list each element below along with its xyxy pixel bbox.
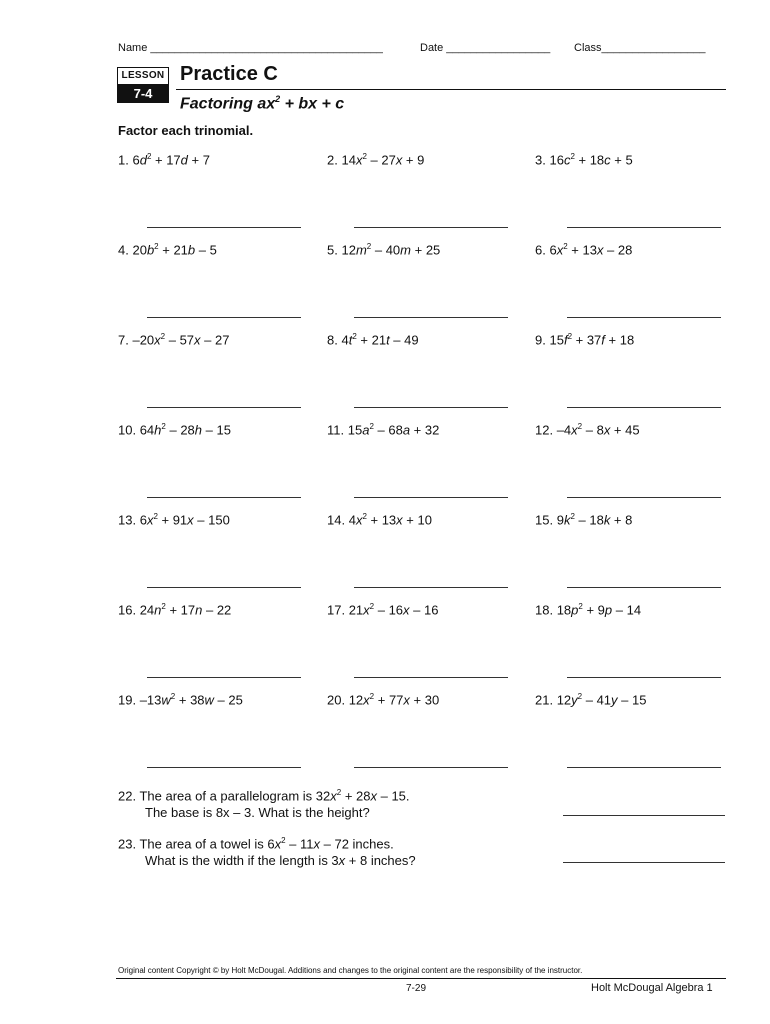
answer-blank-19[interactable] xyxy=(147,767,301,768)
class-field[interactable]: Class_________________ xyxy=(574,42,706,54)
answer-blank-13[interactable] xyxy=(147,587,301,588)
page-title: Practice C xyxy=(180,63,278,85)
answer-blank-7[interactable] xyxy=(147,407,301,408)
answer-blank-5[interactable] xyxy=(354,317,508,318)
date-field[interactable]: Date _________________ xyxy=(420,42,551,54)
lesson-number: 7-4 xyxy=(117,84,169,103)
problem-5: 5. $12m^2 - 40m + 25$ xyxy=(327,242,441,258)
problem-17: 17. $21x^2 - 16x - 16$ xyxy=(327,602,439,618)
answer-blank-10[interactable] xyxy=(147,497,301,498)
answer-blank-17[interactable] xyxy=(354,677,508,678)
problem-16: 16. $24n^2 + 17n - 22$ xyxy=(118,602,232,618)
lesson-badge xyxy=(117,67,169,105)
problem-7: 7. $-20x^2 - 57x - 27$ xyxy=(118,332,230,348)
problem-14: 14. $4x^2 + 13x + 10$ xyxy=(327,512,432,528)
answer-blank-12[interactable] xyxy=(567,497,721,498)
problem-20: 20. $12x^2 + 77x + 30$ xyxy=(327,692,440,708)
answer-blank-18[interactable] xyxy=(567,677,721,678)
name-field[interactable]: Name ______________________________________ xyxy=(118,42,383,54)
answer-blank-14[interactable] xyxy=(354,587,508,588)
answer-blank-16[interactable] xyxy=(147,677,301,678)
answer-blank-2[interactable] xyxy=(354,227,508,228)
problem-8: 8. $4t^2 + 21t - 49$ xyxy=(327,332,419,348)
answer-blank-6[interactable] xyxy=(567,317,721,318)
problem-12: 12. $-4x^2 - 8x + 45$ xyxy=(535,422,640,438)
page-number: 7-29 xyxy=(406,983,427,994)
problem-3: 3. $16c^2 + 18c + 5$ xyxy=(535,152,633,168)
problem-4: 4. $20b^2 + 21b - 5$ xyxy=(118,242,217,258)
page-subtitle: Factoring $ax^2$ + bx + c xyxy=(180,94,345,113)
answer-blank-1[interactable] xyxy=(147,227,301,228)
problem-11: 11. $15a^2 - 68a + 32$ xyxy=(327,422,440,438)
problem-21: 21. $12y^2 - 41y - 15$ xyxy=(535,692,647,708)
title-divider xyxy=(176,89,726,90)
problem-15: 15. $9k^2 - 18k + 8$ xyxy=(535,512,633,528)
problem-1: 1. $6d^2 + 17d + 7$ xyxy=(118,152,210,168)
copyright-notice: Original content Copyright © by Holt McDougal. Additions and changes to the original content are the responsibility of the instructor. xyxy=(118,966,583,975)
answer-blank-11[interactable] xyxy=(354,497,508,498)
footer-divider xyxy=(116,978,726,979)
book-title: Holt McDougal Algebra 1 xyxy=(591,982,713,994)
answer-blank-3[interactable] xyxy=(567,227,721,228)
answer-blank-9[interactable] xyxy=(567,407,721,408)
problem-18: 18. $18p^2 + 9p - 14$ xyxy=(535,602,642,618)
problem-6: 6. $6x^2 + 13x - 28$ xyxy=(535,242,633,258)
answer-blank-15[interactable] xyxy=(567,587,721,588)
problem-9: 9. $15f^2 + 37f + 18$ xyxy=(535,332,635,348)
problem-13: 13. $6x^2 + 91x - 150$ xyxy=(118,512,230,528)
answer-blank-21[interactable] xyxy=(567,767,721,768)
answer-blank-8[interactable] xyxy=(354,407,508,408)
problem-2: 2. $14x^2 - 27x + 9$ xyxy=(327,152,425,168)
lesson-label: LESSON xyxy=(117,67,169,85)
word-problem-23: 23. The area of a towel is $6x^2 - 11x - 72$ inches. What is the width if the length is 3x + 8 inches? xyxy=(118,836,416,869)
problem-19: 19. $-13w^2 + 38w - 25$ xyxy=(118,692,243,708)
word-problem-22: 22. The area of a parallelogram is $32x^2 + 28x - 15$. The base is 8x – 3. What is the height? xyxy=(118,788,410,821)
answer-blank-4[interactable] xyxy=(147,317,301,318)
problem-10: 10. $64h^2 - 28h - 15$ xyxy=(118,422,231,438)
answer-blank-20[interactable] xyxy=(354,767,508,768)
answer-blank-22[interactable] xyxy=(563,815,725,816)
answer-blank-23[interactable] xyxy=(563,862,725,863)
instructions: Factor each trinomial. xyxy=(118,123,254,138)
